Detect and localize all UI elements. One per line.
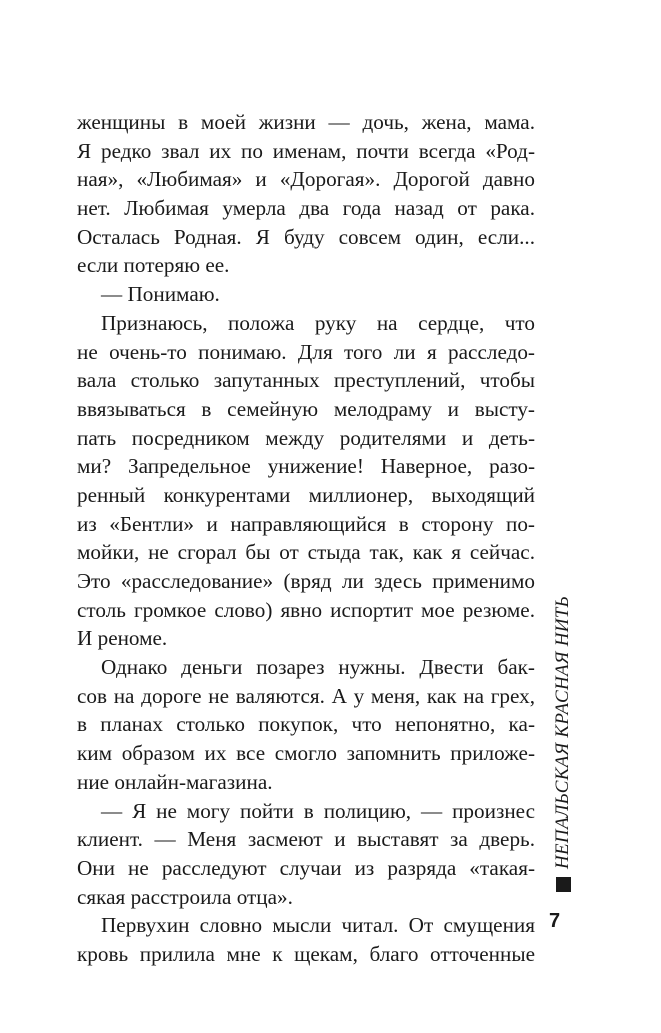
text-line: Это «расследование» (вряд ли здесь применимо — [77, 569, 535, 593]
text-line: ние онлайн-магазина. — [77, 769, 273, 794]
text-line: Однако деньги позарез нужны. Двести бак- — [101, 655, 535, 680]
text-line: Признаюсь, положа руку на сердце, что — [101, 310, 535, 335]
text-line: — Я не могу пойти в полицию, — произнес — [101, 798, 535, 823]
page-number: 7 — [549, 910, 561, 932]
text-line: если потеряю ее. — [77, 253, 230, 278]
running-title-text: НЕПАЛЬСКАЯ КРАСНАЯ НИТЬ — [552, 595, 573, 869]
text-line: мойки, не сгорал бы от стыда так, как я сейчас. — [77, 540, 535, 565]
text-line: Осталась Родная. Я буду совсем один, если... — [77, 224, 535, 249]
text-line: ввязываться в семейную мелодраму и высту- — [77, 396, 535, 421]
text-line: ми? Запредельное унижение! Наверное, разо- — [77, 454, 535, 479]
text-line: — Понимаю. — [101, 282, 220, 307]
text-line: кровь прилила мне к щекам, благо отточенные — [77, 941, 535, 966]
text-line: сякая расстроила отца». — [77, 884, 293, 909]
text-line: Первухин словно мысли читал. От смущения — [101, 913, 535, 938]
text-line: Они не расследуют случаи из разряда «такая- — [77, 855, 535, 880]
text-line: в планах столько покупок, что непонятно, ка- — [77, 712, 535, 737]
text-line: вала столько запутанных преступлений, чтобы — [77, 368, 535, 393]
text-line: ная», «Любимая» и «Дорогая». Дорогой давно — [77, 167, 535, 192]
text-line: ренный конкурентами миллионер, выходящий — [77, 482, 535, 507]
square-marker-icon — [556, 877, 571, 892]
body-text — [77, 108, 535, 969]
text-line: ким образом их все смогло запомнить приложе- — [77, 741, 535, 766]
text-line: сов на дороге не валяются. А у меня, как на грех, — [77, 683, 535, 708]
text-line: клиент. — Меня засмеют и выставят за дверь. — [77, 827, 535, 852]
text-line: женщины в моей жизни — дочь, жена, мама. — [77, 110, 535, 134]
text-line: И реноме. — [77, 626, 168, 651]
text-line: столь громкое слово) явно испортит мое резюме. — [77, 597, 535, 622]
running-title — [551, 595, 575, 892]
text-line: пать посредником между родителями и деть- — [77, 425, 535, 450]
text-line: не очень-то понимаю. Для того ли я расследо- — [77, 339, 535, 364]
text-line: нет. Любимая умерла два года назад от рака. — [77, 196, 535, 221]
text-line: из «Бентли» и направляющийся в сторону по- — [77, 511, 535, 536]
text-line: Я редко звал их по именам, почти всегда «Род- — [77, 138, 535, 163]
